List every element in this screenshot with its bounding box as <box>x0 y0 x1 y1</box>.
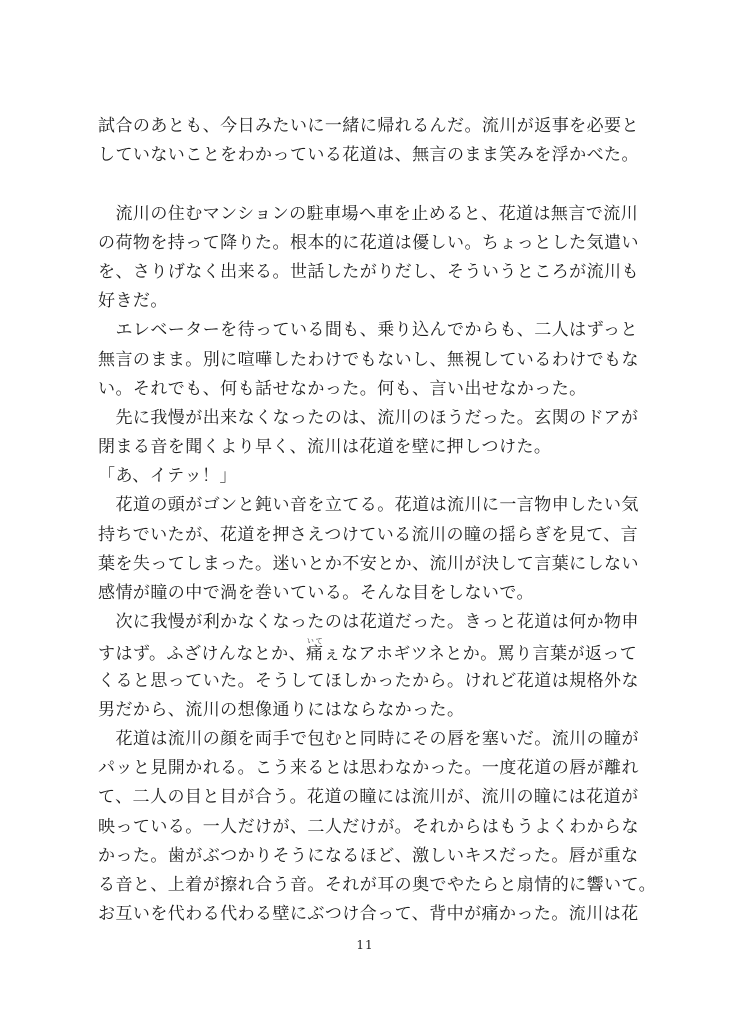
text-line: い。それでも、何も話せなかった。何も、言い出せなかった。 <box>98 378 587 399</box>
blank-line <box>98 170 638 199</box>
text-line: 持ちでいたが、花道を押さえつけている流川の瞳の揺らぎを見て、言 <box>98 524 639 545</box>
text-line: かった。歯がぶつかりそうになるほど、激しいキスだった。唇が重な <box>98 845 639 866</box>
ruby-line-after: ぇなアホギツネとか。罵り言葉が返って <box>323 644 638 665</box>
dialogue-line: 「あ、イテッ！」 <box>98 466 237 487</box>
text-line: お互いを代わる代わる壁にぶつけ合って、背中が痛かった。流川は花 <box>98 904 639 925</box>
text-line: 映っている。一人だけが、二人だけが。それからはもうよくわからな <box>98 816 639 837</box>
text-line: 先に我慢が出来なくなったのは、流川のほうだった。玄関のドアが <box>98 407 639 428</box>
ruby-reading: いて <box>306 637 324 646</box>
text-line: 花道の頭がゴンと鈍い音を立てる。花道は流川に一言物申したい気 <box>98 495 639 516</box>
text-line: 感情が瞳の中で渦を巻いている。そんな目をしないで。 <box>98 583 534 603</box>
text-line: て、二人の目と目が合う。花道の瞳には流川が、流川の瞳には花道が <box>98 787 639 808</box>
text-line: 閉まる音を聞くより早く、流川は花道を壁に押しつけた。 <box>98 437 552 458</box>
page-number: 11 <box>356 938 374 952</box>
text-line: パッと見開かれる。こう来るとは思わなかった。一度花道の唇が離れ <box>98 758 639 779</box>
text-line: くると思っていた。そうしてほしかったから。けれど花道は規格外な <box>98 670 639 691</box>
text-line: エレベーターを待っている間も、乗り込んでからも、二人はずっと <box>98 320 638 341</box>
text-line: 次に我慢が利かなくなったのは花道だった。きっと花道は何か物申 <box>98 612 639 633</box>
text-line: 無言のまま。別に喧嘩したわけでもないし、無視しているわけでもな <box>98 349 639 370</box>
text-line: 流川の住むマンションの駐車場へ車を止めると、花道は無言で流川 <box>98 203 639 224</box>
text-line: 花道は流川の顔を両手で包むと同時にその唇を塞いだ。流川の瞳が <box>98 728 639 749</box>
text-line: 葉を失ってしまった。迷いとか不安とか、流川が決して言葉にしない <box>98 553 639 574</box>
body-text <box>98 112 657 929</box>
text-line: る音と、上着が擦れ合う音。それが耳の奥でやたらと扇情的に響いて。 <box>98 874 657 895</box>
ruby-line-before: すはず。ふざけんなとか、 <box>98 644 307 665</box>
text-line: 男だから、流川の想像通りにはならなかった。 <box>98 699 465 720</box>
text-line: していないことをわかっている花道は、無言のまま笑みを浮かべた。 <box>98 145 639 166</box>
text-line: を、さりげなく出来る。世話したがりだし、そういうところが流川も <box>98 261 639 282</box>
text-line: の荷物を持って降りた。根本的に花道は優しい。ちょっとした気遣い <box>98 232 639 253</box>
text-line: 試合のあとも、今日みたいに一緒に帰れるんだ。流川が返事を必要と <box>98 116 639 136</box>
text-line: 好きだ。 <box>98 291 168 312</box>
ruby-base: 痛 <box>306 644 324 665</box>
text-line-with-ruby <box>98 637 638 666</box>
ruby-annotation <box>306 637 324 665</box>
